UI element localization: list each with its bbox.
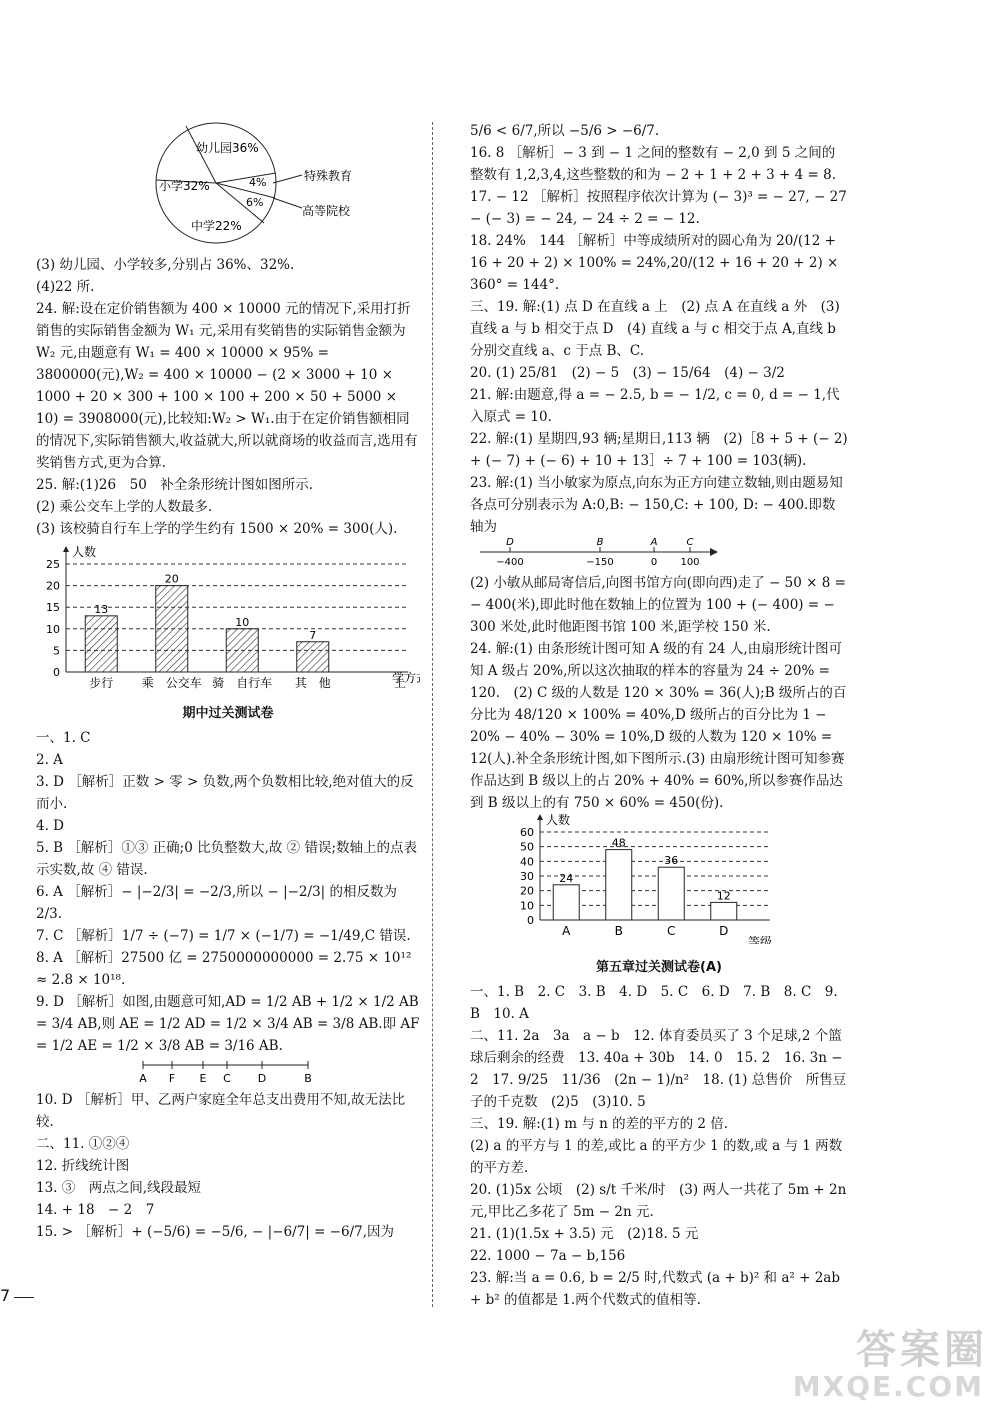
side-note: 学方 — [392, 671, 417, 685]
data-label: 20 — [164, 572, 179, 586]
section-title-midterm: 期中过关测试卷 — [182, 706, 274, 721]
left-column — [36, 120, 420, 1243]
line: 5/6 < 6/7,所以 −5/6 > −6/7. — [470, 123, 660, 139]
category-label: 其 他 — [294, 676, 331, 690]
numberline-value: −400 — [496, 557, 524, 568]
line: 23. 解:当 a = 0.6, b = 2/5 时,代数式 (a + b)² 和 a² + 2ab + b² 的值都是 1.两个代数式的值相等. — [470, 1270, 840, 1308]
numberline-value: −150 — [586, 557, 614, 568]
numberline-point: A — [650, 538, 658, 548]
line: 17. − 12 ［解析］按照程序依次计算为 (− 3)³ = − 27, − 27 − (− 3) = − 24, − 24 ÷ 2 = − 12. — [470, 189, 847, 227]
y-tick-label: 5 — [53, 644, 60, 658]
line: 7. C ［解析］1/7 ÷ (−7) = 1/7 × (−1/7) = −1/49,C 错误. — [36, 928, 411, 944]
pie-label-6: 6% — [246, 196, 264, 209]
data-label: 13 — [94, 602, 109, 616]
numberline-point: C — [686, 538, 694, 548]
line: 23. 解:(1) 当小敏家为原点,向东为正方向建立数轴,则由题易知各点可分别表示为 A:0,B: − 150,C: + 100, D: − 400.即数轴为 — [470, 475, 843, 535]
data-label: 7 — [309, 628, 317, 642]
y-tick-label: 10 — [520, 899, 534, 913]
segment-point-label: B — [304, 1072, 312, 1085]
column-divider — [432, 122, 433, 1307]
pie-label-middle: 中学22% — [191, 219, 242, 233]
number-line — [470, 538, 848, 568]
line: 5. B ［解析］①③ 正确;0 比负整数大,故 ② 错误;数轴上的点表示实数,故 ④ 错误. — [36, 840, 418, 878]
data-label: 10 — [235, 615, 250, 629]
bar — [85, 616, 117, 672]
line: 13. ③ 两点之间,线段最短 — [36, 1180, 202, 1196]
category-label: 骑 自行车 — [212, 676, 273, 690]
line: 8. A ［解析］27500 亿 = 2750000000000 = 2.75 × 10¹² ≈ 2.8 × 10¹⁸. — [36, 950, 412, 988]
category-label: D — [719, 924, 729, 938]
data-label: 36 — [664, 854, 679, 868]
y-tick-label: 25 — [46, 558, 60, 571]
category-label: 乘 公交车 — [141, 676, 202, 690]
y-tick-label: 0 — [527, 914, 534, 927]
y-tick-label: 40 — [520, 855, 534, 869]
bar — [606, 850, 632, 920]
line: (4)22 所. — [36, 279, 95, 295]
section-title-chapter5: 第五章过关测试卷(A) — [596, 960, 722, 975]
line: 21. 解:由题意,得 a = − 2.5, b = − 1/2, c = 0, d = − 1,代入原式 = 10. — [470, 387, 840, 425]
y-tick-label: 20 — [46, 579, 60, 593]
line: 一、1. B 2. C 3. B 4. D 5. C 6. D 7. B 8. C 9. B 10. A — [470, 984, 838, 1022]
category-label: B — [614, 924, 623, 938]
left-answers-b — [36, 727, 420, 1243]
line: 一、1. C — [36, 730, 91, 746]
right-column — [470, 120, 848, 1311]
line: 16. 8 ［解析］− 3 到 − 1 之间的整数有 − 2,0 到 5 之间的整数有 1,2,3,4,这些整数的和为 − 2 + 1 + 2 + 3 + 4 = 8. — [470, 145, 837, 183]
line: (2) 小敏从邮局寄信后,向图书馆方向(即向西)走了 − 50 × 8 = − 400(米),即此时他在数轴上的位置为 100 + (− 400) = − 300 米处,此时他距图书馆 100 米,距学校 150 米. — [470, 575, 846, 635]
pie-label-primary: 小学32% — [159, 179, 210, 193]
line: 12. 折线统计图 — [36, 1158, 130, 1174]
left-answers-a — [36, 254, 420, 540]
numberline-value: 0 — [650, 557, 658, 568]
pie-label-kindergarten: 幼儿园36% — [196, 141, 259, 155]
category-label: A — [562, 924, 571, 938]
line: 3. D ［解析］正数 > 零 > 负数,两个负数相比较,绝对值大的反而小. — [36, 774, 414, 812]
bar — [297, 642, 329, 672]
x-axis-label: 等级 — [748, 935, 773, 944]
pie-callout-higher: 高等院校 — [302, 204, 351, 218]
line: 20. (1)5x 公顷 (2) s/t 千米/时 (3) 两人一共花了 5m + 2n 元,甲比乙多花了 5m − 2n 元. — [470, 1182, 847, 1220]
bar-chart-grades — [470, 814, 848, 944]
numberline-value: 100 — [680, 557, 700, 568]
y-axis-arrow — [537, 814, 543, 820]
y-tick-label: 30 — [520, 870, 534, 883]
bar — [156, 586, 188, 672]
line: (3) 该校骑自行车上学的学生约有 1500 × 20% = 300(人). — [36, 521, 398, 537]
category-label-extra: 上 — [394, 676, 407, 690]
line: 25. 解:(1)26 50 补全条形统计图如图所示. — [36, 477, 314, 493]
line: 三、19. 解:(1) m 与 n 的差的平方的 2 倍. — [470, 1116, 729, 1132]
watermark-logo: 答案圈 — [856, 1327, 988, 1373]
line: 20. (1) 25/81 (2) − 5 (3) − 15/64 (4) − 3/2 — [470, 365, 785, 381]
segment-point-label: A — [139, 1072, 147, 1085]
line: 6. A ［解析］− |−2/3| = −2/3,所以 − |−2/3| 的相反数为 2/3. — [36, 884, 397, 922]
pie-label-4: 4% — [249, 176, 267, 189]
line: 15. > ［解析］+ (−5/6) = −5/6, − |−6/7| = −6/7,因为 — [36, 1224, 395, 1240]
watermark-url: MXQE.COM — [792, 1370, 984, 1403]
y-tick-label: 0 — [53, 666, 60, 679]
line: 24. 解:(1) 由条形统计图可知 A 级的有 24 人,由扇形统计图可知 A 级占 20%,所以这次抽取的样本的容量为 24 ÷ 20% = 120. (2) C 级的人数是 120 × 30% = 36(人);B 级所占的百分比为 48/120 × 100% = 40%,D 级所占的百分比为 1 − 20% − 40% − 30% = 10%,D 级的人数为 120 × 10% = 12(人).补全条形统计图,如下图所示.(3) 由扇形统计图可知参赛作品达到 B 级以上的占 20% + 40% = 60%,所以参赛作品达到 B 级以上的有 750 × 60% = 450(份). — [470, 641, 847, 811]
line: 22. 解:(1) 星期四,93 辆;星期日,113 辆 (2)［8 + 5 + (− 2) + (− 7) + (− 6) + 10 + 13］÷ 7 + 100 = 103(辆). — [470, 431, 848, 469]
line: (3) 幼儿园、小学较多,分别占 36%、32%. — [36, 257, 295, 273]
page-number: 7 — [0, 1286, 11, 1305]
y-tick-label: 60 — [520, 826, 534, 839]
y-tick-label: 10 — [46, 622, 60, 636]
y-tick-label: 20 — [520, 884, 534, 898]
category-label: C — [667, 924, 676, 938]
line: 4. D — [36, 818, 64, 834]
segment-point-label: E — [199, 1072, 207, 1085]
right-answers-a — [470, 120, 848, 814]
y-axis-label: 人数 — [72, 545, 97, 559]
y-tick-label: 15 — [46, 601, 60, 615]
numberline-point: B — [596, 538, 604, 548]
bar — [658, 867, 684, 920]
line: 18. 24% 144 ［解析］中等成绩所对的圆心角为 20/(12 + 16 + 20 + 2) × 100% = 24%,20/(12 + 16 + 20 + 2) × 360° = 144°. — [470, 233, 839, 293]
line: 10. D ［解析］甲、乙两户家庭全年总支出费用不知,故无法比较. — [36, 1092, 406, 1130]
line: 14. + 18 − 2 7 — [36, 1202, 155, 1218]
page-number-rule — [14, 1297, 34, 1298]
right-answers-b — [470, 981, 848, 1311]
numberline-point: D — [506, 538, 514, 548]
bar — [553, 885, 579, 920]
bar — [226, 629, 258, 672]
bar — [711, 902, 737, 920]
data-label: 48 — [611, 836, 626, 850]
segment-point-label: F — [168, 1072, 176, 1085]
line: 9. D ［解析］如图,由题意可知,AD = 1/2 AB + 1/2 × 1/2 AB = 3/4 AB,则 AE = 1/2 AD = 1/2 × 3/4 AB = 3/8 AB.即 AF = 1/2 AE = 1/2 × 3/8 AB = 3/16 AB. — [36, 994, 420, 1054]
data-label: 24 — [559, 871, 574, 885]
segment-point-label: D — [257, 1072, 267, 1085]
line: 三、19. 解:(1) 点 D 在直线 a 上 (2) 点 A 在直线 a 外 (3) 直线 a 与 b 相交于点 D (4) 直线 a 与 c 相交于点 A,直线 b 分别交直线 a、c 于点 B、C. — [470, 299, 840, 359]
line: (2) 乘公交车上学的人数最多. — [36, 499, 213, 515]
y-axis-label: 人数 — [546, 814, 571, 827]
segment-figure — [36, 1057, 420, 1085]
line: (2) a 的平方与 1 的差,或比 a 的平方少 1 的数,或 a 与 1 两数的平方差. — [470, 1138, 843, 1176]
line: 24. 解:设在定价销售额为 400 × 10000 元的情况下,采用打折销售的实际销售金额为 W₁ 元,采用有奖销售的实际销售金额为 W₂ 元,由题意有 W₁ = 400 × 10000 × 95% = 3800000(元),W₂ = 400 × 10000 − (2 × 3000 + 10 × 1000 + 20 × 300 + 100 × 100 + 200 × 50 + 5000 × 10) = 3908000(元),比较知:W₂ > W₁.由于在定价销售额相同的情况下,实际销售额大,收益就大,所以就商场的收益而言,选用有奖销售方式,更为合算. — [36, 301, 418, 471]
line: 二、11. 2a 3a a − b 12. 体育委员买了 3 个足球,2 个篮球后剩余的经费 13. 40a + 30b 14. 0 15. 2 16. 3n − 2 17. 9/25 11/36 (2n − 1)/n² 18. (1) 总售价 所售豆子的千克数 (2)5 (3)10. 5 — [470, 1028, 847, 1110]
line: 21. (1)(1.5x + 3.5) 元 (2)18. 5 元 — [470, 1226, 699, 1242]
pie-callout-special: 特殊教育 — [304, 169, 353, 183]
category-label: 步行 — [89, 676, 114, 690]
line: 22. 1000 − 7a − b,156 — [470, 1248, 626, 1264]
bar-chart-commute — [36, 540, 420, 690]
y-axis-arrow — [63, 546, 69, 552]
segment-point-label: C — [223, 1072, 231, 1085]
data-label: 12 — [716, 889, 731, 903]
line: 二、11. ①②④ — [36, 1136, 130, 1152]
pie-chart — [36, 120, 420, 250]
y-tick-label: 50 — [520, 840, 534, 854]
line: 2. A — [36, 752, 63, 768]
